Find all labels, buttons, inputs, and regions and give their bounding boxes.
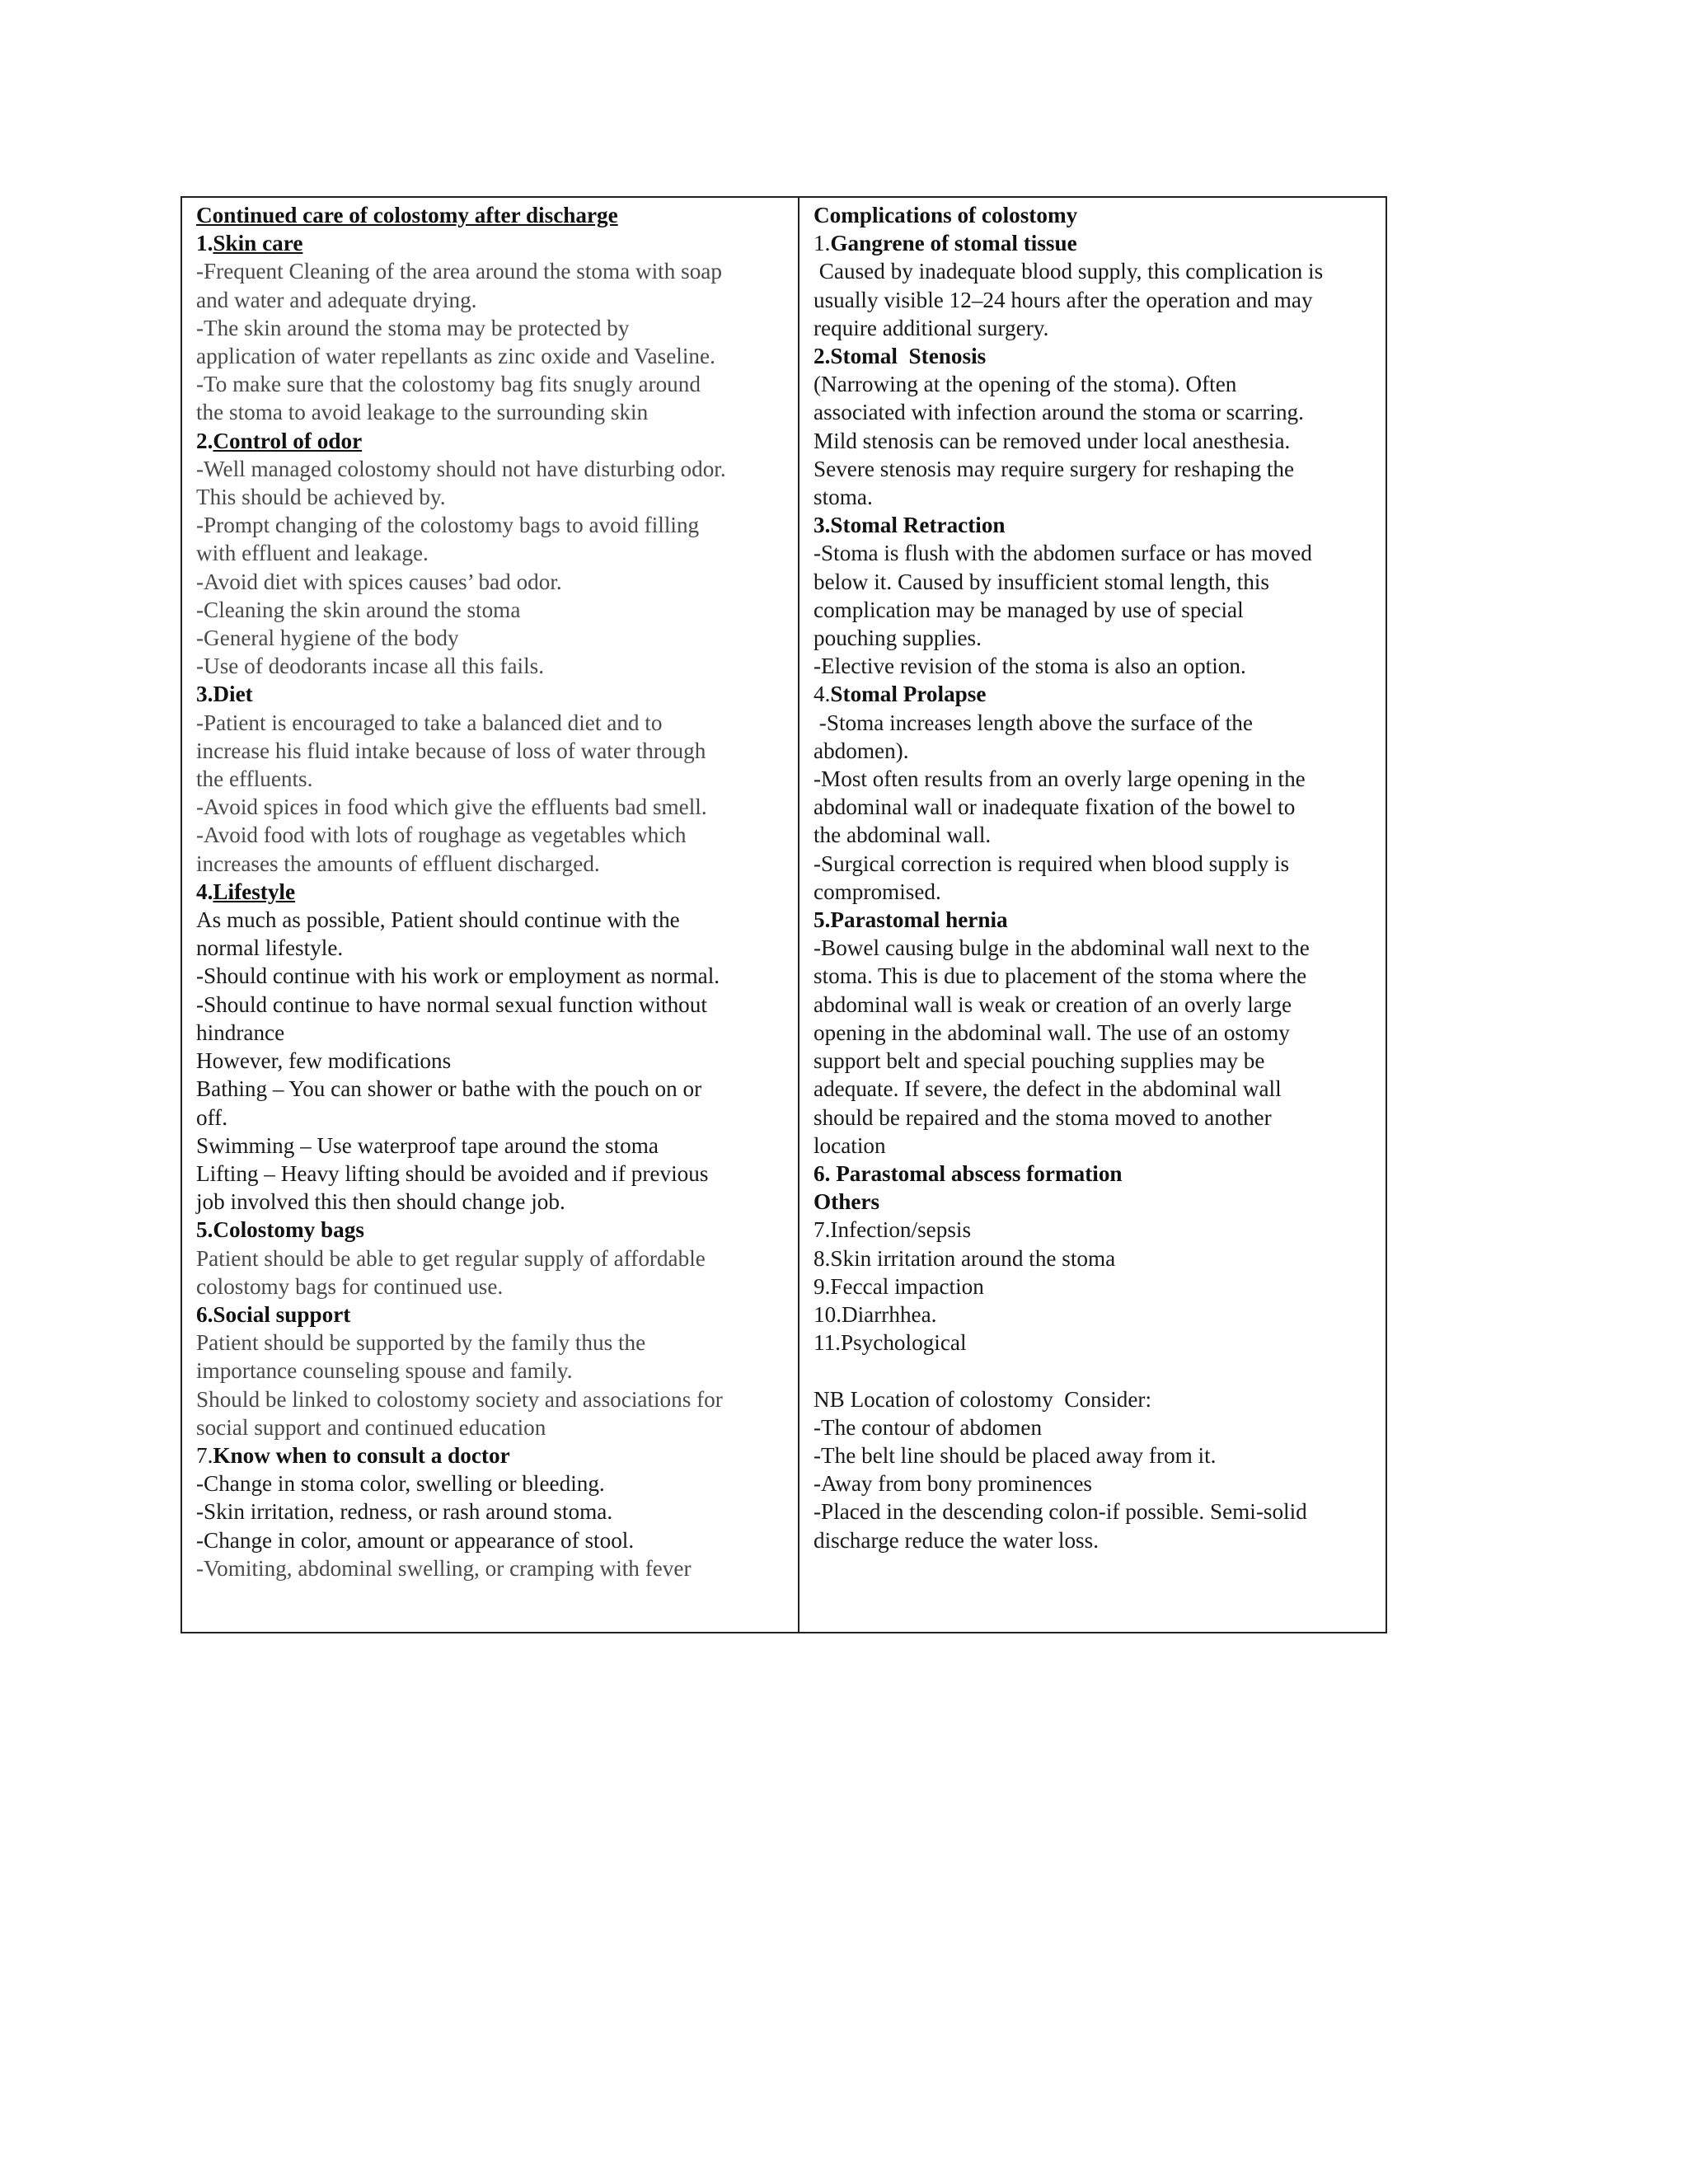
stenosis-text: (Narrowing at the opening of the stoma). Often associated with infection around the stoma or scarring. Mild stenosis can be removed under local anesthesia. Severe stenosis may require surgery for reshaping the stoma. <box>814 372 1304 510</box>
prolapse-text: -Stoma increases length above the surface of the abdomen). -Most often results from an overly large opening in the abdominal wall or inadequate fixation of the bowel to the abdominal wall. -Surgical correction is required when blood supply is compromised. <box>814 710 1306 904</box>
list-item: 7.Infection/sepsis <box>814 1217 972 1243</box>
list-item: 11.Psychological <box>814 1330 967 1356</box>
control-of-odor-text: -Well managed colostomy should not have disturbing odor. This should be achieved by. -Prompt changing of the colostomy bags to avoid filling with effluent and leakage. -Avoid diet with spices causes’ bad odor. -Cleaning the skin around the stoma -General hygiene of the body -Use of deodorants incase all this fails. <box>196 456 726 679</box>
section-heading-hernia: 5.Parastomal hernia <box>814 907 1008 933</box>
social-support-text: Patient should be supported by the family thus the importance counseling spouse and family. Should be linked to colostomy society and associations for social support and continued education <box>196 1330 723 1440</box>
list-item: 10.Diarrhhea. <box>814 1301 937 1327</box>
colostomy-bags-text: Patient should be able to get regular supply of affordable colostomy bags for continued use. <box>196 1245 706 1299</box>
retraction-text: -Stoma is flush with the abdomen surface or has moved below it. Caused by insufficient stomal length, this complication may be managed by use of special pouching supplies. -Elective revision of the stoma is also an option. <box>814 541 1312 679</box>
section-heading-social-support: 6.Social support <box>196 1301 351 1327</box>
others-list <box>814 1216 1374 1357</box>
diet-text: -Patient is encouraged to take a balanced diet and to increase his fluid intake because of loss of water through the effluents. -Avoid spices in food which give the effluents bad smell. -Avoid food with lots of roughage as vegetables which increases the amounts of effluent discharged. <box>196 710 707 876</box>
section-heading-retraction: 3.Stomal Retraction <box>814 513 1006 538</box>
nb-text: -The contour of abdomen -The belt line should be placed away from it. -Away from bony prominences -Placed in the descending colon-if possible. Semi-solid discharge reduce the water loss. <box>814 1414 1307 1553</box>
section-heading-skin-care: 1.Skin care <box>196 231 303 256</box>
section-heading-lifestyle: 4.Lifestyle <box>196 879 296 904</box>
section-heading-gangrene: 1.Gangrene of stomal tissue <box>814 231 1077 256</box>
section-heading-prolapse: 4.Stomal Prolapse <box>814 682 987 707</box>
section-heading-consult-doctor: 7.Know when to consult a doctor <box>196 1442 510 1468</box>
section-heading-abscess: 6. Parastomal abscess formation <box>814 1160 1123 1186</box>
document-table <box>181 196 1387 1633</box>
section-title: Complications of colostomy <box>814 203 1078 227</box>
section-heading-stenosis: 2.Stomal Stenosis <box>814 344 987 369</box>
section-heading-colostomy-bags: 5.Colostomy bags <box>196 1217 364 1243</box>
lifestyle-text: As much as possible, Patient should continue with the normal lifestyle. -Should continue with his work or employment as normal. -Should continue to have normal sexual function without hindrance However, few modifications Bathing – You can shower or bathe with the pouch on or off. Swimming – Use waterproof tape around the stoma Lifting – Heavy lifting should be avoided and if previous job involved this then should change job. <box>196 907 720 1215</box>
gangrene-text: Caused by inadequate blood supply, this complication is usually visible 12–24 hours after the operation and may require additional surgery. <box>814 259 1324 340</box>
list-item: 9.Feccal impaction <box>814 1273 984 1299</box>
section-heading-control-of-odor: 2.Control of odor <box>196 428 363 453</box>
skin-care-text: -Frequent Cleaning of the area around the stoma with soap and water and adequate drying. -The skin around the stoma may be protected by application of water repellants as zinc oxide and Vaseline. -To make sure that the colostomy bag fits snugly around the stoma to avoid leakage to the surrounding skin <box>196 259 722 425</box>
section-title: Continued care of colostomy after discharge <box>196 203 618 227</box>
list-item: 8.Skin irritation around the stoma <box>814 1245 1116 1271</box>
section-heading-others: Others <box>814 1189 880 1215</box>
section-heading-diet: 3.Diet <box>196 682 253 707</box>
spacer <box>814 1357 1374 1385</box>
right-column <box>799 198 1386 1632</box>
consult-doctor-text: -Change in stoma color, swelling or bleeding. -Skin irritation, redness, or rash around stoma. -Change in color, amount or appearance of stool. -Vomiting, abdominal swelling, or cramping with fever <box>196 1471 692 1581</box>
hernia-text: -Bowel causing bulge in the abdominal wall next to the stoma. This is due to placement of the stoma where the abdominal wall is weak or creation of an overly large opening in the abdominal wall. The use of an ostomy support belt and special pouching supplies may be adequate. If severe, the defect in the abdominal wall should be repaired and the stoma moved to another location <box>814 935 1310 1158</box>
nb-title: NB Location of colostomy Consider: <box>814 1386 1152 1412</box>
left-column <box>182 198 799 1632</box>
